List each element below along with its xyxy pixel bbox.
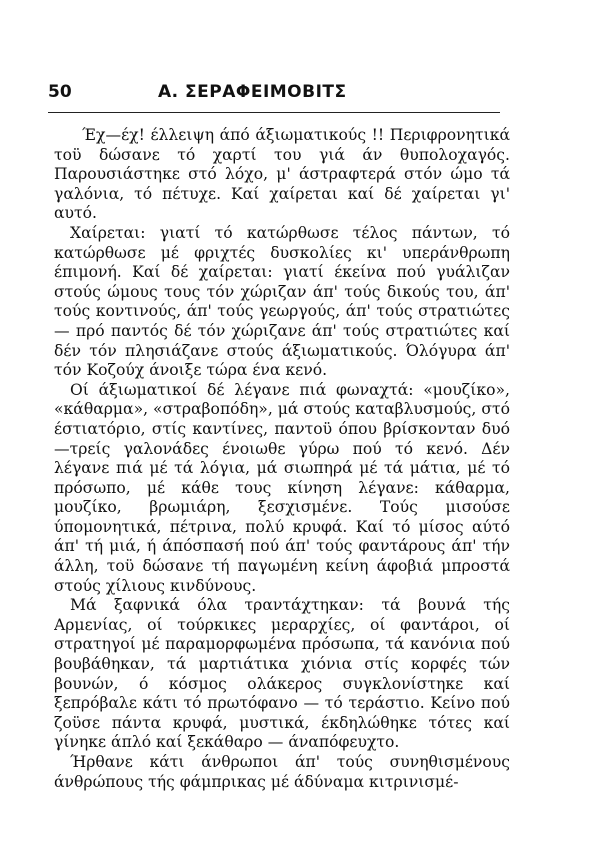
paragraph: Οί άξιωματικοί δέ λέγανε πιά φωναχτά: «μουζίκο», «κάθαρμα», «στραβοπόδη», μά στούς καταβλυσμούς, στό έστιατόριο, στίς καντίνες, παντοϋ όπου βρίσκονταν δυό—τρείς γαλονάδες ένοιωθε γύρω πού τό κενό. Δέν λέγανε πιά μέ τά λόγια, μά σιωπηρά μέ τά μάτια, μέ τό πρόσωπο, μέ κάθε τους κίνηση λέγανε: κάθαρμα, μουζίκο, βρωμιάρη, ξεσχισμένε. Τούς μισούσε ύπομονητικά, πέτρινα, πολύ κρυφά. Καί τό μίσος αύτό άπ' τή μιά, ή άπόσπασή πού άπ' τούς φαντάρους άπ' τήν άλλη, τοϋ δώσανε τή παγωμένη κείνη άφοβιά μπροστά στούς χίλιους κινδύνους. [54, 380, 510, 595]
running-head: Α. ΣΕΡΑΦΕΙΜΟΒΙΤΣ [158, 82, 347, 102]
paragraph: Χαίρεται: γιατί τό κατώρθωσε τέλος πάντων, τό κατώρθωσε μέ φριχτές δυσκολίες κι' υπεράνθρωπη έπιμονή. Καί δέ χαίρεται: γιατί έκείνα πού γυάλιζαν στούς ώμους τους τόν χώριζαν άπ' τούς δικούς του, άπ' τούς κοντινούς, άπ' τούς γεωργούς, άπ' τούς στρατιώτες— πρό παντός δέ τόν χώριζανε άπ' τούς στρατιώτες καί δέν τόν πλησιάζανε στούς άξιωματικούς. Όλόγυρα άπ' τόν Κοζούχ άνοιξε τώρα ένα κενό. [54, 223, 510, 380]
paragraph: Έχ—έχ! έλλειψη άπό άξιωματικούς !! Περιφρονητικά τοϋ δώσανε τό χαρτί του γιά άν θυπολοχαγός. Παρουσιάστηκε στό λόχο, μ' άστραφτερά στόν ώμο τά γαλόνια, τό πέτυχε. Καί χαίρεται καί δέ χαίρεται γι' αυτό. [54, 126, 510, 223]
page-header [48, 82, 508, 112]
header-rule [48, 112, 500, 113]
page-body [54, 126, 510, 844]
paragraph: Ήρθανε κάτι άνθρωποι άπ' τούς συνηθισμένους άνθρώπους τής φάμπρικας μέ άδύναμα κιτρινισμέ- [54, 753, 510, 791]
page-number: 50 [48, 82, 72, 102]
paragraph: Μά ξαφνικά όλα τραντάχτηκαν: τά βουνά τής Αρμενίας, οί τούρκικες μεραρχίες, οί φαντάροι, οί στρατηγοί μέ παραμορφωμένα πρόσωπα, τά κανόνια πού βουβάθηκαν, τά μαρτιάτικα χιόνια στίς κορφές τών βουνών, ό κόσμος ολάκερος συγκλονίστηκε καί ξεπρόβαλε κάτι τό πρωτόφανο — τό τεράστιο. Κείνο πού ζοϋσε πάντα κρυφά, μυστικά, έκδηλώθηκε τότες καί γίνηκε άπλό καί ξεκάθαρο — άναπόφευχτο. [54, 596, 510, 752]
